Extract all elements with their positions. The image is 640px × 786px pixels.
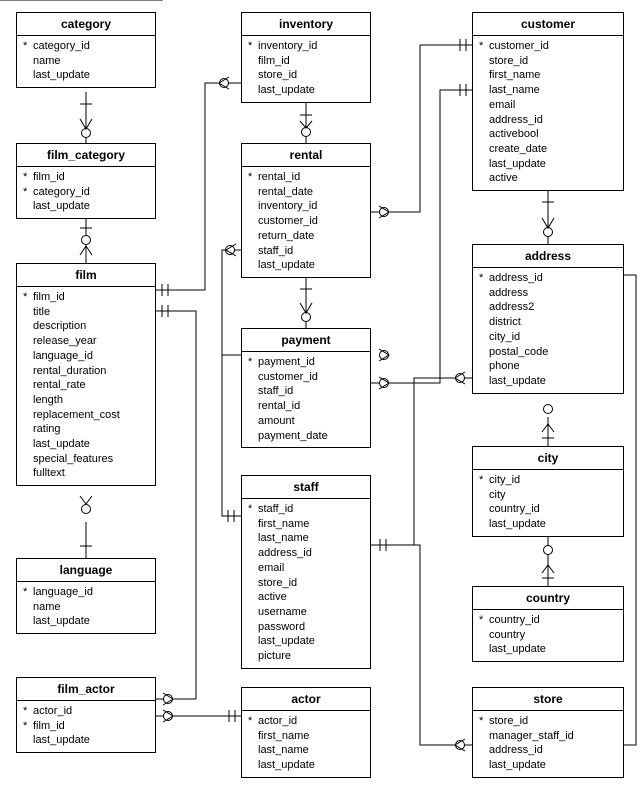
attribute-name: special_features [33, 452, 114, 465]
attribute-name: store_id [258, 576, 298, 589]
attribute-name: release_year [33, 335, 97, 348]
attribute-name: last_update [258, 759, 315, 772]
attribute-name: email [258, 561, 285, 574]
attribute-name: last_update [489, 643, 546, 656]
entity-payment[interactable] [241, 328, 371, 448]
entity-title: store [473, 688, 623, 711]
attribute-name: name [33, 54, 61, 67]
attribute-name: rental_id [258, 400, 301, 413]
entity-city[interactable] [472, 446, 624, 537]
attribute-row [248, 399, 368, 414]
attribute-name: description [33, 320, 87, 333]
attribute-list [242, 499, 370, 668]
attribute-name: customer_id [258, 215, 318, 228]
attribute-row [248, 185, 368, 200]
attribute-name: last_name [258, 744, 309, 757]
attribute-name: country_id [489, 614, 540, 626]
attribute-name: category_id [33, 185, 90, 198]
attribute-row [479, 502, 621, 517]
entity-film-category[interactable] [16, 143, 156, 219]
entity-actor[interactable] [241, 687, 371, 778]
attribute-name: district [489, 316, 521, 329]
attribute-name: rental_rate [33, 379, 86, 392]
attribute-row [248, 54, 368, 69]
entity-title: city [473, 447, 623, 470]
entity-film-actor[interactable] [16, 677, 156, 753]
entity-category[interactable] [16, 12, 156, 88]
attribute-list [17, 582, 155, 633]
attribute-name: password [258, 620, 306, 633]
attribute-name: customer_id [258, 370, 318, 383]
attribute-name: username [258, 605, 307, 618]
attribute-row [23, 408, 153, 423]
attribute-name: last_update [33, 200, 90, 213]
attribute-row: * store_id [479, 715, 529, 727]
attribute-name: active [258, 591, 287, 604]
attribute-name: store_id [258, 69, 298, 82]
attribute-name: store_id [489, 715, 529, 727]
attribute-row: * actor_id [248, 715, 298, 727]
attribute-row [248, 729, 368, 744]
attribute-name: last_update [33, 69, 90, 82]
attribute-name: active [489, 172, 518, 185]
attribute-name: last_update [33, 734, 90, 747]
attribute-list [473, 470, 623, 536]
attribute-name: rental_id [258, 171, 301, 183]
entity-address[interactable] [472, 244, 624, 394]
attribute-list [242, 36, 370, 102]
attribute-name: last_update [33, 438, 90, 451]
attribute-row [248, 429, 368, 444]
attribute-row [479, 488, 621, 503]
attribute-row [479, 517, 621, 532]
attribute-row [479, 127, 621, 142]
attribute-name: first_name [489, 69, 541, 82]
entity-title: staff [242, 476, 370, 499]
attribute-row [248, 605, 368, 620]
attribute-row [248, 199, 368, 214]
attribute-name: phone [489, 360, 520, 373]
attribute-name: actor_id [33, 705, 73, 717]
entity-title: address [473, 245, 623, 268]
entity-title: rental [242, 144, 370, 167]
attribute-name: language_id [33, 586, 93, 598]
entity-title: country [473, 587, 623, 610]
attribute-row [248, 649, 368, 664]
attribute-row: * film_id [23, 171, 65, 183]
attribute-row [479, 315, 621, 330]
attribute-row [479, 300, 621, 315]
entity-title: actor [242, 688, 370, 711]
attribute-name: picture [258, 650, 292, 663]
entity-customer[interactable] [472, 12, 624, 191]
attribute-row [479, 374, 621, 389]
attribute-name: title [33, 305, 51, 318]
attribute-list [473, 268, 623, 393]
attribute-row [248, 83, 368, 98]
attribute-list [242, 711, 370, 777]
attribute-name: country_id [489, 503, 540, 516]
attribute-name: rating [33, 423, 61, 436]
attribute-row [248, 561, 368, 576]
attribute-name: staff_id [258, 385, 294, 398]
attribute-row [248, 414, 368, 429]
attribute-name: manager_staff_id [489, 729, 574, 742]
attribute-row [479, 68, 621, 83]
attribute-name: rental_duration [33, 364, 107, 377]
attribute-row: * payment_id [248, 356, 315, 368]
attribute-row [479, 98, 621, 113]
attribute-list [17, 36, 155, 87]
attribute-list [473, 36, 623, 190]
attribute-name: store_id [489, 54, 529, 67]
attribute-row: * country_id [479, 614, 540, 626]
entity-staff[interactable] [241, 475, 371, 669]
attribute-row [479, 171, 621, 186]
attribute-row [248, 743, 368, 758]
attribute-name: address_id [489, 744, 543, 757]
attribute-row: * category_id [23, 185, 90, 198]
attribute-row: * film_id [23, 291, 65, 303]
attribute-row [23, 422, 153, 437]
attribute-list [17, 701, 155, 752]
attribute-name: create_date [489, 142, 548, 155]
attribute-name: last_update [33, 615, 90, 628]
attribute-name: activebool [489, 128, 539, 141]
attribute-name: staff_id [258, 244, 294, 257]
attribute-name: return_date [258, 229, 315, 242]
entity-title: inventory [242, 13, 370, 36]
attribute-name: first_name [258, 517, 310, 530]
attribute-name: last_update [489, 157, 546, 170]
entity-title: film [17, 264, 155, 287]
attribute-row [248, 546, 368, 561]
attribute-row [479, 359, 621, 374]
attribute-row [479, 642, 621, 657]
attribute-row [23, 437, 153, 452]
attribute-row [23, 614, 153, 629]
attribute-row [248, 370, 368, 385]
attribute-row [479, 628, 621, 643]
attribute-list [473, 711, 623, 777]
attribute-row [23, 199, 153, 214]
attribute-name: last_update [489, 759, 546, 772]
attribute-name: language_id [33, 349, 93, 362]
attribute-name: last_update [489, 374, 546, 387]
attribute-row [23, 393, 153, 408]
entity-store[interactable] [472, 687, 624, 778]
attribute-name: inventory_id [258, 40, 318, 52]
attribute-row [479, 286, 621, 301]
entity-country[interactable] [472, 586, 624, 662]
attribute-row: * city_id [479, 474, 521, 486]
entity-inventory[interactable] [241, 12, 371, 103]
attribute-name: last_update [258, 259, 315, 272]
attribute-row [23, 600, 153, 615]
attribute-name: email [489, 98, 516, 111]
attribute-row [23, 319, 153, 334]
attribute-name: inventory_id [258, 200, 318, 213]
attribute-name: city_id [489, 330, 521, 343]
attribute-list [17, 167, 155, 218]
attribute-row [23, 54, 153, 69]
attribute-row [23, 334, 153, 349]
attribute-name: address [489, 286, 529, 299]
attribute-name: actor_id [258, 715, 298, 727]
attribute-name: last_update [489, 518, 546, 531]
attribute-name: last_name [489, 84, 540, 97]
attribute-row: * address_id [479, 272, 543, 284]
attribute-row [479, 157, 621, 172]
attribute-list [242, 167, 370, 277]
attribute-row: * category_id [23, 40, 90, 52]
attribute-row [248, 244, 368, 259]
attribute-name: first_name [258, 729, 310, 742]
attribute-name: last_name [258, 532, 309, 545]
attribute-row [479, 83, 621, 98]
attribute-row [23, 378, 153, 393]
attribute-name: category_id [33, 40, 90, 52]
attribute-row [248, 214, 368, 229]
attribute-name: customer_id [489, 40, 549, 52]
attribute-name: film_id [33, 171, 65, 183]
attribute-name: address_id [489, 272, 543, 284]
attribute-name: city [489, 488, 506, 501]
attribute-row [248, 590, 368, 605]
attribute-row [479, 330, 621, 345]
attribute-row [23, 733, 153, 748]
attribute-row [479, 113, 621, 128]
attribute-row [479, 729, 621, 744]
attribute-row [248, 531, 368, 546]
attribute-row [248, 634, 368, 649]
attribute-name: fulltext [33, 467, 65, 480]
entity-title: category [17, 13, 155, 36]
attribute-name: film_id [33, 291, 65, 303]
entity-title: film_actor [17, 678, 155, 701]
attribute-row [23, 466, 153, 481]
attribute-row: * inventory_id [248, 40, 318, 52]
attribute-row [479, 54, 621, 69]
attribute-row [479, 345, 621, 360]
attribute-row: * actor_id [23, 705, 73, 717]
attribute-row [248, 68, 368, 83]
attribute-row [248, 576, 368, 591]
entity-film[interactable] [16, 263, 156, 486]
attribute-row [479, 758, 621, 773]
attribute-row [248, 258, 368, 273]
attribute-row: * staff_id [248, 503, 294, 515]
attribute-name: payment_id [258, 356, 315, 368]
attribute-row [248, 517, 368, 532]
attribute-row [248, 229, 368, 244]
entity-rental[interactable] [241, 143, 371, 278]
attribute-row: * rental_id [248, 171, 301, 183]
attribute-row: * customer_id [479, 40, 549, 52]
attribute-list [242, 352, 370, 447]
attribute-row [23, 364, 153, 379]
attribute-name: staff_id [258, 503, 294, 515]
attribute-name: country [489, 628, 526, 641]
attribute-name: film_id [258, 54, 290, 67]
entity-language[interactable] [16, 558, 156, 634]
attribute-name: postal_code [489, 345, 549, 358]
attribute-name: address_id [489, 113, 543, 126]
attribute-name: payment_date [258, 429, 328, 442]
attribute-name: amount [258, 414, 295, 427]
attribute-row: * film_id [23, 719, 65, 732]
attribute-name: film_id [33, 719, 65, 732]
attribute-name: replacement_cost [33, 408, 120, 421]
attribute-name: address_id [258, 547, 312, 560]
attribute-list [17, 287, 155, 485]
attribute-name: length [33, 393, 63, 406]
attribute-list [473, 610, 623, 661]
attribute-row [248, 384, 368, 399]
attribute-row [23, 349, 153, 364]
entity-title: film_category [17, 144, 155, 167]
entity-title: customer [473, 13, 623, 36]
attribute-name: last_update [258, 635, 315, 648]
attribute-row [23, 68, 153, 83]
attribute-name: last_update [258, 84, 315, 97]
attribute-row [479, 743, 621, 758]
attribute-row [248, 620, 368, 635]
attribute-name: name [33, 600, 61, 613]
attribute-row [23, 305, 153, 320]
attribute-row [248, 758, 368, 773]
attribute-name: city_id [489, 474, 521, 486]
entity-title: language [17, 559, 155, 582]
attribute-name: rental_date [258, 185, 314, 198]
attribute-row [479, 142, 621, 157]
attribute-row [23, 452, 153, 467]
attribute-row: * language_id [23, 586, 93, 598]
attribute-name: address2 [489, 301, 535, 314]
entity-title: payment [242, 329, 370, 352]
